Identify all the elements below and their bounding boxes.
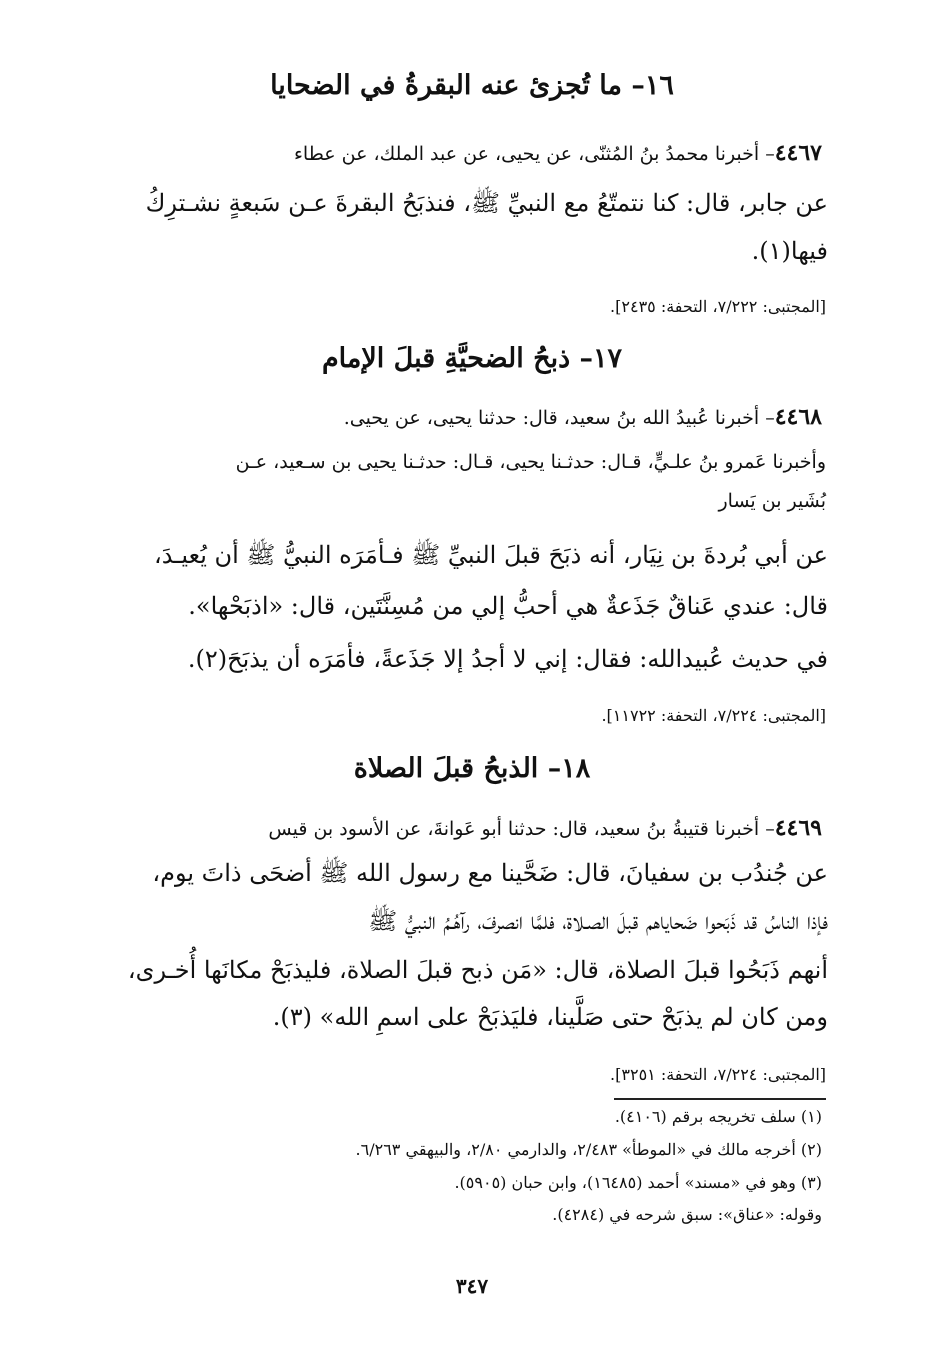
hadith-matn-line: عن جُندُب بن سفيانَ، قال: ضَحَّينا مع رسول الله ﷺ أضحَى ذاتَ يوم، <box>152 859 828 887</box>
hadith-number: ٤٤٦٨ <box>774 404 822 430</box>
hadith-isnad-line <box>294 140 822 166</box>
isnad-text: – أخبرنا عُبيدُ الله بنُ سعيد، قال: حدثنا يحيى، عن يحيى. <box>343 407 775 429</box>
page-number: ٣٤٧ <box>455 1274 489 1298</box>
hadith-number: ٤٤٦٩ <box>774 815 822 841</box>
footnote: (٣) وهو في «مسند» أحمد (١٦٤٨٥)، وابن حبان (٥٩٠٥). <box>454 1173 822 1192</box>
hadith-matn-line: عن أبي بُردةَ بن نِيَار، أنه ذبَحَ قبلَ النبيِّ ﷺ فـأمَرَه النبيُّ ﷺ أن يُعيـدَ، <box>154 541 828 569</box>
hadith-matn-line: فيها(١). <box>751 237 828 265</box>
hadith-isnad-line <box>268 815 822 841</box>
hadith-matn-line: قال: عندي عَناقٌ جَذَعةٌ هي أحبُّ إلي من مُسِنَّتَين، قال: «اذبَحْها». <box>188 592 828 620</box>
hadith-matn-line: عن جابر، قال: كنا نتمتّعُ مع النبيِّ ﷺ، فنذبَحُ البقرةَ عـن سَبعةٍ نشـترِكُ <box>145 189 828 217</box>
isnad-text: – أخبرنا قتيبةُ بنُ سعيد، قال: حدثنا أبو عَوانةَ، عن الأسود بن قيس <box>268 818 775 840</box>
isnad-text: – أخبرنا محمدُ بنُ المُثنّى، عن يحيى، عن عبد الملك، عن عطاء <box>294 143 775 165</box>
hadith-reference: [المجتبى: ٧/٢٢٤، التحفة: ٣٢٥١]. <box>610 1065 826 1084</box>
footnote-separator <box>614 1098 826 1100</box>
section-heading: ١٦– ما تُجزئ عنه البقرةُ في الضحايا <box>270 70 674 101</box>
hadith-matn-line: فإذا الناسُ قد ذَبَحوا ضَحاياهم قبلَ الصـلاة، فلمَّا انصرفَ، رآهُـمُ النبيُّ ﷺ <box>368 907 828 935</box>
hadith-isnad-line <box>344 404 822 430</box>
footnote: (١) سلف تخريجه برقم (٤١٠٦). <box>614 1107 822 1126</box>
section-heading: ١٨– الذبحُ قبلَ الصلاة <box>353 753 591 784</box>
footnote: وقوله: «عناق»: سبق شرحه في (٤٢٨٤). <box>552 1205 822 1224</box>
hadith-matn-line: في حديث عُبيدالله: فقال: إني لا أجدُ إلا جَذَعةً، فأمَرَه أن يذبَحَ(٢). <box>187 645 828 673</box>
hadith-number: ٤٤٦٧ <box>774 140 822 166</box>
footnote: (٢) أخرجه مالك في «الموطأ» ٢/٤٨٣، والدارمي ٢/٨٠، والبيهقي ٦/٢٦٣. <box>355 1140 822 1159</box>
hadith-reference: [المجتبى: ٧/٢٢٢، التحفة: ٢٤٣٥]. <box>610 297 826 316</box>
hadith-isnad-line: وأخبرنا عَمرو بنُ علـيٍّ، قـال: حدثـنا يحيى، قـال: حدثـنا يحيى بن سـعيد، عـن <box>235 451 826 473</box>
hadith-matn-line: أنهم ذَبَحُوا قبلَ الصلاة، قال: «مَن ذبح قبلَ الصلاة، فليذبَحْ مكانَها أُخـرى، <box>127 956 828 984</box>
section-heading: ١٧– ذبحُ الضحيَّةِ قبلَ الإمام <box>321 343 623 374</box>
hadith-reference: [المجتبى: ٧/٢٢٤، التحفة: ١١٧٢٢]. <box>601 706 826 725</box>
hadith-matn-line: ومن كان لم يذبَحْ حتى صَلَّينا، فليَذبَحْ على اسمِ الله» (٣). <box>272 1003 828 1031</box>
hadith-isnad-line: بُشَير بن يَسار <box>718 490 826 512</box>
